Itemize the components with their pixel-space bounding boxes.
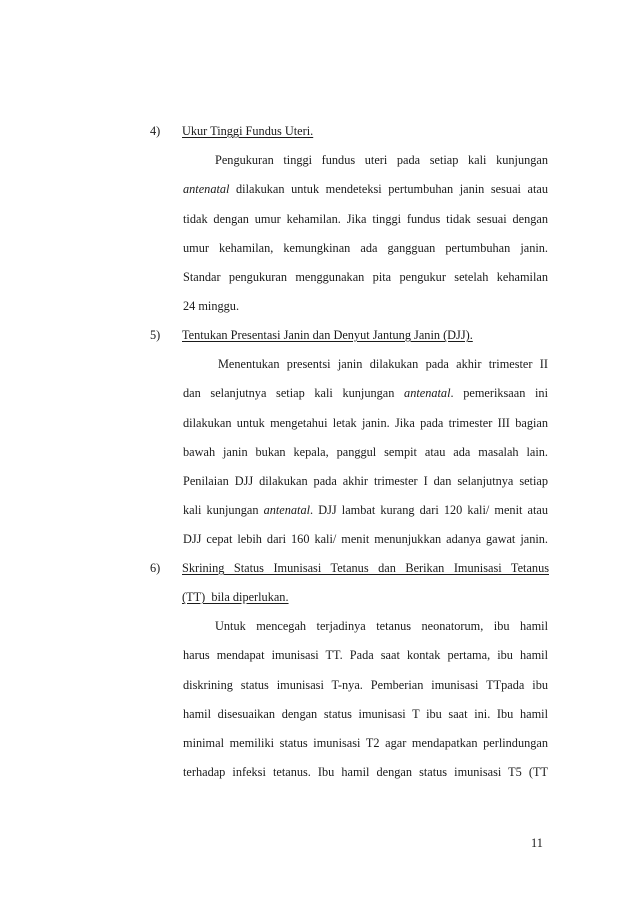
section-6-heading-continued — [182, 589, 382, 605]
paragraph-line: kali kunjungan antenatal. DJJ lambat kurang dari 120 kali/ menit atau — [183, 503, 548, 517]
section-title: Ukur Tinggi Fundus Uteri. — [182, 124, 314, 138]
paragraph-line: diskrining status imunisasi T-nya. Pemberian imunisasi TTpada ibu — [183, 678, 548, 692]
section-5-heading — [150, 327, 550, 343]
paragraph-line: Penilaian DJJ dilakukan pada akhir trimester I dan selanjutnya setiap — [183, 474, 548, 488]
section-title: Skrining Status Imunisasi Tetanus dan Berikan Imunisasi Tetanus — [182, 561, 549, 575]
paragraph-line: DJJ cepat lebih dari 160 kali/ menit menunjukkan adanya gawat janin. — [183, 532, 548, 546]
paragraph-line: Untuk mencegah terjadinya tetanus neonatorum, ibu hamil — [215, 619, 548, 633]
paragraph-line: 24 minggu. — [183, 299, 240, 313]
paragraph-line: hamil disesuaikan dengan status imunisasi T ibu saat ini. Ibu hamil — [183, 707, 548, 721]
section-number: 5) — [150, 328, 161, 342]
paragraph-line: dilakukan untuk mengetahui letak janin. Jika pada trimester III bagian — [183, 416, 548, 430]
paragraph-line: minimal memiliki status imunisasi T2 agar mendapatkan perlindungan — [183, 736, 548, 750]
paragraph-line: tidak dengan umur kehamilan. Jika tinggi fundus tidak sesuai dengan — [183, 212, 548, 226]
paragraph-line: Standar pengukuran menggunakan pita pengukur setelah kehamilan — [183, 270, 548, 284]
section-6-heading — [150, 560, 550, 576]
page-number: 11 — [531, 836, 543, 850]
italic-term: antenatal — [183, 182, 230, 196]
paragraph-line: antenatal dilakukan untuk mendeteksi pertumbuhan janin sesuai atau — [183, 182, 548, 196]
paragraph-line: umur kehamilan, kemungkinan ada gangguan pertumbuhan janin. — [183, 241, 548, 255]
paragraph-line: Pengukuran tinggi fundus uteri pada setiap kali kunjungan — [215, 153, 548, 167]
italic-term: antenatal — [263, 503, 311, 517]
section-title: Tentukan Presentasi Janin dan Denyut Jantung Janin (DJJ). — [182, 328, 473, 342]
section-number: 6) — [150, 561, 161, 575]
paragraph-line: terhadap infeksi tetanus. Ibu hamil dengan status imunisasi T5 (TT — [183, 765, 548, 779]
italic-term: antenatal — [404, 386, 451, 400]
paragraph-line: bawah janin bukan kepala, panggul sempit atau ada masalah lain. — [183, 445, 548, 459]
paragraph-line: harus mendapat imunisasi TT. Pada saat kontak pertama, ibu hamil — [183, 648, 548, 662]
paragraph-line: dan selanjutnya setiap kali kunjungan antenatal. pemeriksaan ini — [183, 386, 548, 400]
section-4-heading — [150, 123, 550, 139]
paragraph-line: Menentukan presentsi janin dilakukan pada akhir trimester II — [218, 357, 548, 371]
section-title: (TT) bila diperlukan. — [182, 590, 289, 604]
section-number: 4) — [150, 124, 161, 138]
